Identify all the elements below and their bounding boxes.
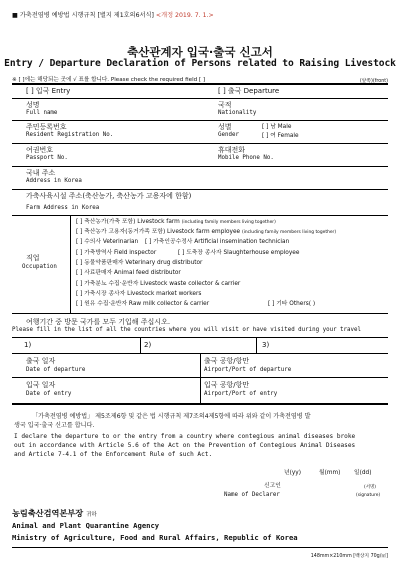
divider xyxy=(12,337,388,338)
occupation-option[interactable]: [ ] 가축방역사 Field inspector xyxy=(76,250,157,256)
signature-field-en: (signature) xyxy=(356,493,381,498)
divider xyxy=(12,98,388,99)
declaration-ko-line1: 「가축전염병 예방법」 제5조제6항 및 같은 법 시행규칙 제7조의4제5항에 따라 위와 같이 가축전염병 발 xyxy=(32,413,311,420)
occupation-label-en: Occupation xyxy=(22,264,57,270)
title-korean: 축산관계자 입국·출국 신고서 xyxy=(127,45,273,59)
occupation-option[interactable]: [ ] 축산농가(가축 포함) Livestock farm (including family members living together) xyxy=(76,219,276,225)
occupation-option[interactable]: [ ] 기타 Others( ) xyxy=(268,301,316,307)
departure-port-label: 출국 공항/항만 xyxy=(204,357,250,365)
countries-instruction: 여행기간 중 방문 국가를 모두 기입해 주십시오. xyxy=(26,318,171,326)
gender-label-en: Gender xyxy=(218,132,239,138)
declaration-en-line2: out in accordance with Article 5.6 of the Act on the Prevention of Contegious Animal Diseases xyxy=(14,442,356,449)
declaration-ko-line2: 생국 입국·출국 신고를 합니다. xyxy=(14,422,95,429)
address-label-en: Address in Korea xyxy=(26,178,82,184)
female-checkbox[interactable]: [ ] 여 Female xyxy=(262,133,299,139)
declarer-label: 신고인 xyxy=(264,483,281,489)
divider xyxy=(12,403,388,405)
divider xyxy=(12,83,388,85)
occupation-option[interactable]: [ ] 가축인공수정사 Artificial insemination technician xyxy=(145,239,290,245)
check-notice: ※ [ ]에는 해당되는 곳에 √ 표를 합니다. Please check the required field [ ] xyxy=(12,77,206,83)
ministry-english: Ministry of Agriculture, Food and Rural Affairs, Republic of Korea xyxy=(12,533,298,542)
passport-label: 여권번호 xyxy=(26,146,54,154)
entry-date-label: 입국 일자 xyxy=(26,381,56,389)
resident-label-en: Resident Registration No. xyxy=(26,132,114,138)
signature-field[interactable]: (서명) xyxy=(364,485,376,490)
nationality-label: 국적 xyxy=(218,101,232,109)
paper-spec-footer: 148mm×210mm [백상지 70g/㎡] xyxy=(310,554,388,559)
departure-checkbox[interactable]: [ ] 출국 Departure xyxy=(218,87,280,95)
amended-date: <개정 2019. 7. 1.> xyxy=(155,12,214,19)
occupation-option[interactable]: [ ] 축산농가 고용자(동거가족 포함) Livestock farm employee (including family members living together) xyxy=(76,229,337,235)
divider xyxy=(12,120,388,121)
occupation-option[interactable]: [ ] 동물약품판매자 Veterinary drug distributor xyxy=(76,260,203,266)
divider xyxy=(12,166,388,167)
month-field[interactable]: 월(mm) xyxy=(319,470,341,476)
entry-port-label: 입국 공항/항만 xyxy=(204,381,250,389)
occupation-option[interactable]: [ ] 수의사 Veterinarian xyxy=(76,239,139,245)
day-field[interactable]: 일(dd) xyxy=(354,470,372,476)
title-english: Entry / Departure Declaration of Persons related to Raising Livestock xyxy=(4,58,396,69)
occupation-option[interactable]: [ ] 사료판매자 Animal feed distributor xyxy=(76,270,181,276)
occupation-label: 직업 xyxy=(26,254,40,262)
occupation-option[interactable]: [ ] 도축장 종사자 Slaughterhouse employee xyxy=(178,250,300,256)
page-number: (앞쪽)(front) xyxy=(359,79,388,84)
divider xyxy=(12,143,388,144)
departure-date-label-en: Date of departure xyxy=(26,367,86,373)
entry-port-label-en: Airport/Port of entry xyxy=(204,391,278,397)
resident-label: 주민등록번호 xyxy=(26,123,67,131)
farm-address-label: 가축사육시설 주소(축산농가, 축산농가 고용자에 한함) xyxy=(26,192,192,200)
divider xyxy=(12,377,388,378)
farm-address-label-en: Farm Address in Korea xyxy=(26,205,100,211)
divider xyxy=(140,337,141,353)
divider xyxy=(12,547,388,548)
divider xyxy=(12,189,388,190)
agency-korean: 농림축산검역본부장 귀하 xyxy=(12,508,97,518)
male-checkbox[interactable]: [ ] 남 Male xyxy=(262,124,292,130)
entry-checkbox[interactable]: [ ] 입국 Entry xyxy=(26,87,71,95)
regulation-text: ■ 가축전염병 예방법 시행규칙 [별지 제1호의6서식] xyxy=(12,12,154,19)
countries-instruction-en: Please fill in the list of all the countries where you will visit or have visited during your travel xyxy=(12,327,362,333)
name-label: 성명 xyxy=(26,101,40,109)
regulation-header xyxy=(12,10,214,19)
departure-port-label-en: Airport/Port of departure xyxy=(204,367,292,373)
declarer-label-en: Name of Declarer xyxy=(224,492,280,498)
country-slot-2[interactable]: 2) xyxy=(144,341,152,349)
gender-label: 성별 xyxy=(218,123,232,131)
divider xyxy=(12,215,388,216)
occupation-option[interactable]: [ ] 가축분뇨 수집·운반자 Livestock waste collector & carrier xyxy=(76,281,241,287)
country-slot-3[interactable]: 3) xyxy=(262,341,270,349)
occupation-option[interactable]: [ ] 가축시장 종사자 Livestock market workers xyxy=(76,291,202,297)
year-field[interactable]: 년(yy) xyxy=(284,470,301,476)
name-label-en: Full name xyxy=(26,110,58,116)
divider xyxy=(200,353,201,403)
country-slot-1[interactable]: 1) xyxy=(24,341,32,349)
declaration-en-line1: I declare the departure to or the entry from a country where contegious animal diseases broke xyxy=(14,433,356,440)
divider xyxy=(256,337,257,353)
divider xyxy=(12,313,388,314)
agency-english: Animal and Plant Quarantine Agency xyxy=(12,521,160,530)
mobile-label-en: Mobile Phone No. xyxy=(218,155,274,161)
departure-date-label: 출국 일자 xyxy=(26,357,56,365)
entry-date-label-en: Date of entry xyxy=(26,391,72,397)
declaration-en-line3: and Article 7-4.1 of the Enforcement Rule of such Act. xyxy=(14,451,213,458)
divider xyxy=(70,215,71,313)
mobile-label: 휴대전화 xyxy=(218,146,246,154)
occupation-option[interactable]: [ ] 원유 수집·운반자 Raw milk collector & carrier xyxy=(76,301,210,307)
address-label: 국내 주소 xyxy=(26,169,56,177)
passport-label-en: Passport No. xyxy=(26,155,68,161)
nationality-label-en: Nationality xyxy=(218,110,257,116)
